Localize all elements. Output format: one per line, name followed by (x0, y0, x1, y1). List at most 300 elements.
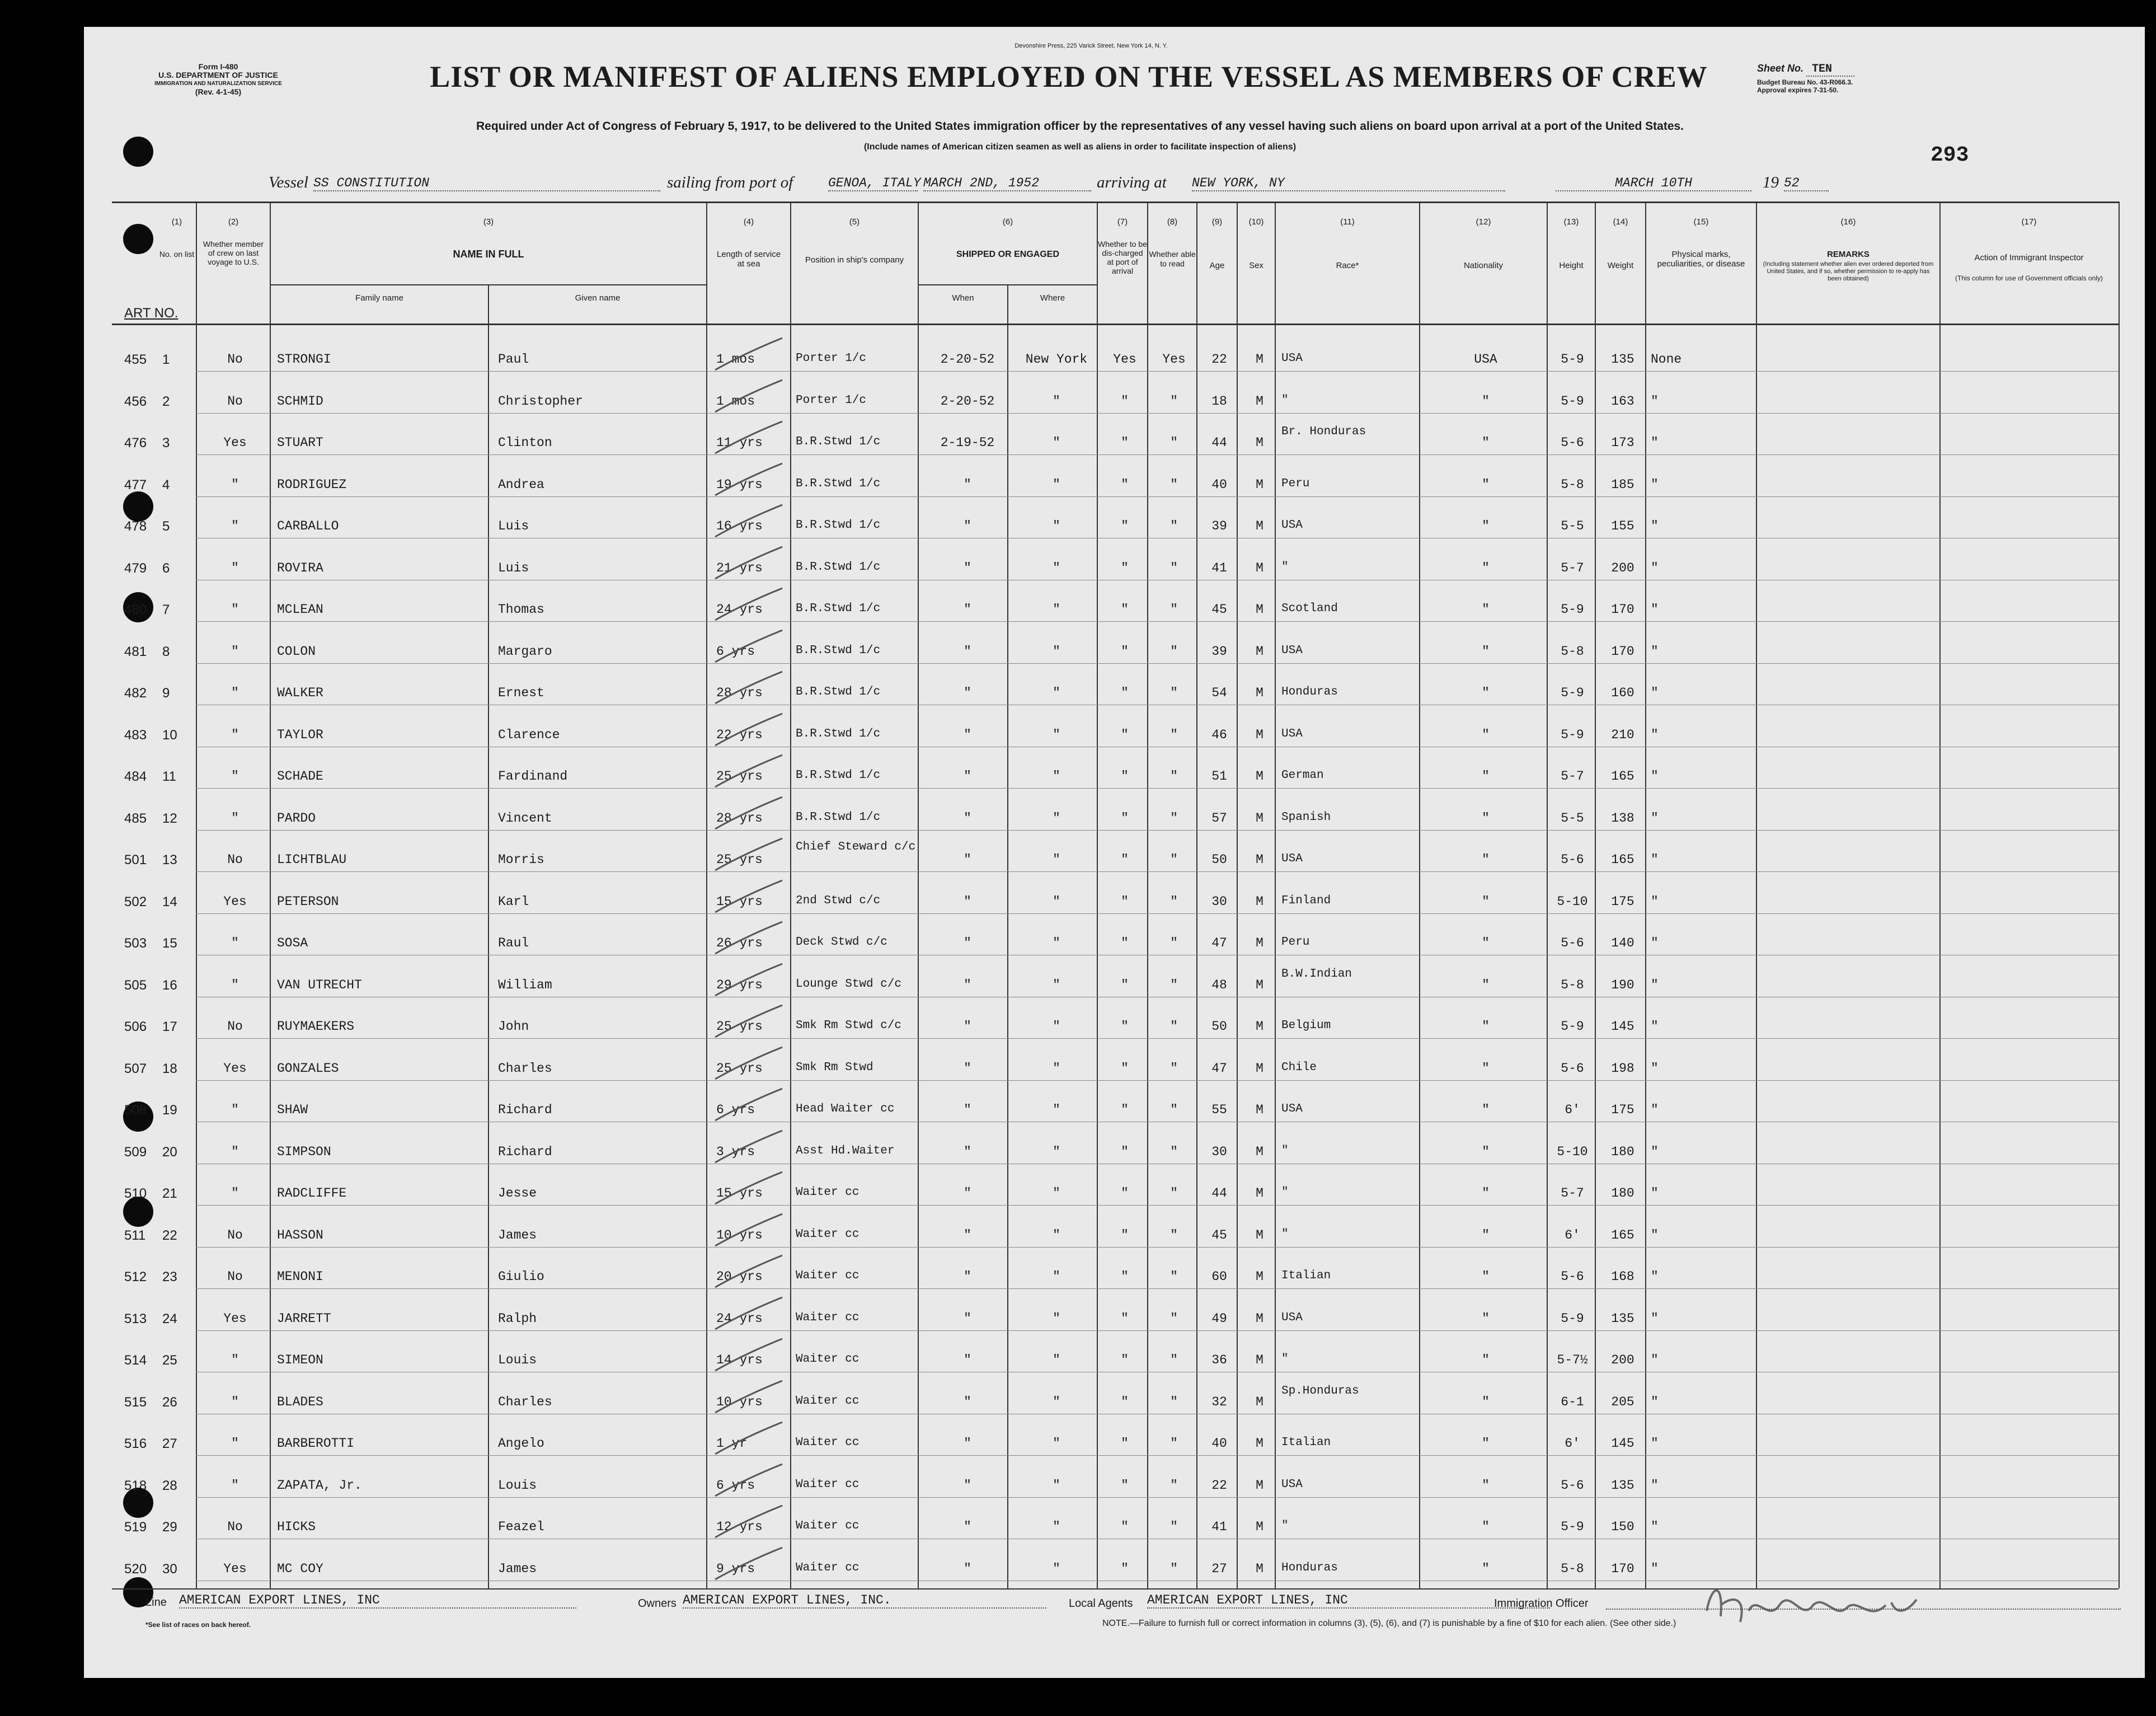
row-last-voyage: Yes (223, 1561, 247, 1576)
row-shipped-where: " (1053, 727, 1060, 742)
row-height: 5-9 (1561, 393, 1584, 409)
row-height: 5-9 (1561, 352, 1584, 367)
row-family-name: STUART (277, 435, 323, 450)
row-sex: M (1256, 435, 1263, 450)
row-able-to-read: " (1170, 1019, 1178, 1034)
row-family-name: SHAW (277, 1103, 308, 1117)
row-shipped-where: " (1053, 435, 1060, 450)
row-last-voyage: No (227, 852, 243, 867)
row-race: Italian (1281, 1436, 1331, 1449)
header-family-name: Family name (355, 293, 403, 303)
row-last-voyage: " (231, 602, 239, 617)
row-race: USA (1281, 1103, 1303, 1115)
row-shipped-where: " (1053, 1561, 1060, 1576)
row-rule (196, 871, 2119, 872)
row-height: 5-6 (1561, 852, 1584, 867)
row-shipped-when: " (964, 1103, 971, 1117)
row-height: 5-9 (1561, 1520, 1584, 1534)
row-weight: 170 (1611, 602, 1634, 617)
row-shipped-where: " (1053, 1394, 1060, 1409)
check-mark-icon (710, 1461, 788, 1501)
row-able-to-read: " (1170, 1394, 1178, 1409)
row-nationality: " (1482, 1394, 1490, 1409)
row-height: 5-9 (1561, 1311, 1584, 1326)
row-given-name: John (498, 1019, 529, 1034)
row-number: 5 (162, 519, 170, 534)
header-inspector-detail: (This column for use of Government officials only) (1955, 274, 2103, 282)
manifest-sheet (84, 27, 2145, 1678)
row-weight: 185 (1611, 477, 1634, 492)
row-service-length: 1 mos (716, 352, 755, 367)
row-number: 9 (162, 686, 170, 701)
row-number: 24 (162, 1311, 177, 1326)
owners-label: Owners (638, 1597, 677, 1610)
owners-name: AMERICAN EXPORT LINES, INC. (683, 1593, 1046, 1609)
line-label: Line (145, 1596, 167, 1609)
row-shipped-when: " (964, 1311, 971, 1326)
sailing-date: MARCH 2ND, 1952 (923, 176, 1091, 191)
row-discharged: " (1121, 686, 1129, 700)
row-shipped-when: " (964, 1520, 971, 1534)
row-family-name: CARBALLO (277, 519, 339, 533)
row-discharged: " (1121, 894, 1129, 909)
row-discharged: " (1121, 936, 1129, 950)
row-given-name: Paul (498, 352, 529, 367)
row-family-name: BLADES (277, 1394, 323, 1409)
row-age: 22 (1211, 352, 1227, 367)
row-sex: M (1256, 686, 1263, 700)
header-inspector-action: Action of Immigrant Inspector (1974, 253, 2084, 262)
col-num-6: (6) (1002, 217, 1013, 227)
row-position: B.R.Stwd 1/c (796, 810, 881, 824)
table-row (84, 1375, 2145, 1417)
row-weight: 165 (1611, 1227, 1634, 1243)
row-discharged: " (1121, 1144, 1129, 1159)
row-number: 30 (162, 1561, 177, 1577)
row-sex: M (1256, 1478, 1263, 1493)
row-race: " (1281, 1520, 1289, 1532)
row-age: 44 (1211, 435, 1227, 450)
row-rule (196, 454, 2119, 455)
header-no-on-list: No. on list (159, 250, 195, 259)
table-row (84, 374, 2145, 416)
col-num-2: (2) (228, 217, 239, 227)
header-position: Position in ship's company (805, 255, 904, 265)
row-service-length: 26 yrs (716, 936, 763, 950)
header-remarks: REMARKS (1827, 250, 1870, 259)
row-weight: 138 (1611, 810, 1634, 826)
row-sex: M (1256, 1227, 1263, 1243)
row-shipped-when: " (964, 477, 971, 492)
row-race: USA (1281, 1311, 1303, 1324)
check-mark-icon (710, 1336, 788, 1375)
row-art-no: 507 (124, 1061, 147, 1076)
agents-label: Local Agents (1069, 1597, 1133, 1610)
row-physical-marks: " (1651, 393, 1659, 409)
row-number: 16 (162, 977, 177, 993)
row-discharged: " (1121, 769, 1129, 784)
row-position: Waiter cc (796, 1394, 859, 1408)
row-sex: M (1256, 644, 1263, 659)
row-service-length: 12 yrs (716, 1520, 763, 1534)
row-art-no: 479 (124, 560, 147, 576)
row-family-name: GONZALES (277, 1061, 339, 1076)
row-shipped-when: " (964, 977, 971, 992)
voyage-line (269, 174, 2003, 196)
row-sex: M (1256, 1311, 1263, 1326)
row-able-to-read: " (1170, 1561, 1178, 1576)
row-service-length: 24 yrs (716, 1311, 763, 1326)
col-num-5: (5) (849, 217, 860, 227)
header-physical-marks: Physical marks, peculiarities, or disease (1657, 250, 1745, 269)
row-discharged: " (1121, 1061, 1129, 1076)
row-discharged: " (1121, 977, 1129, 992)
row-shipped-where: " (1053, 810, 1060, 826)
row-able-to-read: " (1170, 1478, 1178, 1493)
row-sex: M (1256, 393, 1263, 409)
row-physical-marks: " (1651, 1144, 1659, 1159)
row-art-no: 478 (124, 519, 147, 534)
header-sex: Sex (1249, 261, 1263, 270)
row-nationality: " (1482, 1186, 1490, 1201)
header-height: Height (1559, 261, 1584, 270)
header-last-voyage: Whether member of crew on last voyage to U.S. (203, 240, 264, 266)
budget-block (1757, 78, 1853, 94)
table-row (84, 749, 2145, 791)
row-able-to-read: " (1170, 727, 1178, 742)
check-mark-icon (710, 878, 788, 917)
table-row (84, 499, 2145, 541)
row-able-to-read: " (1170, 435, 1178, 450)
row-last-voyage: Yes (223, 1311, 247, 1326)
row-shipped-where: " (1053, 477, 1060, 492)
row-race: Italian (1281, 1269, 1331, 1282)
row-race: " (1281, 1186, 1289, 1199)
row-race: Spanish (1281, 810, 1331, 824)
row-family-name: SIMEON (277, 1353, 323, 1367)
col-num-17: (17) (2021, 217, 2037, 227)
row-height: 5-5 (1561, 519, 1584, 533)
grid-hline-top (112, 201, 2119, 203)
row-physical-marks: " (1651, 560, 1659, 575)
row-family-name: TAYLOR (277, 727, 323, 742)
row-height: 6' (1565, 1227, 1580, 1243)
row-sex: M (1256, 936, 1263, 950)
row-number: 20 (162, 1144, 177, 1160)
row-art-no: 502 (124, 894, 147, 909)
row-discharged: " (1121, 1186, 1129, 1201)
row-shipped-where: " (1053, 1019, 1060, 1034)
row-family-name: JARRETT (277, 1311, 331, 1326)
row-position: Lounge Stwd c/c (796, 977, 902, 991)
row-position: Chief Steward c/c (796, 841, 916, 854)
row-nationality: " (1482, 393, 1490, 409)
check-mark-icon (710, 1044, 788, 1084)
row-age: 57 (1211, 810, 1227, 826)
row-height: 5-7 (1561, 560, 1584, 575)
row-service-length: 3 yrs (716, 1144, 755, 1159)
row-art-no: 501 (124, 852, 147, 868)
row-given-name: Karl (498, 894, 529, 909)
row-able-to-read: " (1170, 644, 1178, 659)
row-sex: M (1256, 560, 1263, 575)
check-mark-icon (710, 585, 788, 625)
row-able-to-read: " (1170, 1436, 1178, 1451)
row-last-voyage: " (231, 727, 239, 742)
row-given-name: Ernest (498, 686, 544, 700)
row-sex: M (1256, 1186, 1263, 1201)
row-able-to-read: Yes (1162, 352, 1186, 367)
row-given-name: Richard (498, 1103, 552, 1117)
row-age: 27 (1211, 1561, 1227, 1576)
row-discharged: " (1121, 435, 1129, 450)
row-height: 5-10 (1557, 1144, 1588, 1159)
row-physical-marks: " (1651, 1561, 1659, 1576)
row-given-name: Angelo (498, 1436, 544, 1451)
row-physical-marks: " (1651, 1103, 1659, 1117)
row-height: 5-9 (1561, 602, 1584, 617)
row-race: Peru (1281, 477, 1310, 490)
row-given-name: Louis (498, 1478, 537, 1493)
row-discharged: " (1121, 560, 1129, 575)
table-row (84, 541, 2145, 583)
row-service-length: 25 yrs (716, 1019, 763, 1034)
check-mark-icon (710, 669, 788, 708)
form-revision: (Rev. 4-1-45) (195, 87, 242, 96)
row-age: 40 (1211, 477, 1227, 492)
row-race: " (1281, 560, 1289, 574)
row-race: Scotland (1281, 602, 1338, 615)
row-age: 55 (1211, 1103, 1227, 1117)
row-family-name: PETERSON (277, 894, 339, 909)
row-given-name: Vincent (498, 810, 552, 826)
row-race: " (1281, 1144, 1289, 1157)
row-race: USA (1281, 1478, 1303, 1491)
row-last-voyage: No (227, 1520, 243, 1534)
check-mark-icon (710, 335, 788, 374)
row-physical-marks: " (1651, 477, 1659, 492)
row-weight: 175 (1611, 1103, 1634, 1117)
check-mark-icon (710, 961, 788, 1000)
row-art-no: 484 (124, 769, 147, 784)
row-physical-marks: " (1651, 894, 1659, 909)
row-able-to-read: " (1170, 1144, 1178, 1159)
row-shipped-when: 2-20-52 (940, 352, 995, 367)
row-weight: 168 (1611, 1269, 1634, 1284)
row-art-no: 480 (124, 602, 147, 617)
row-physical-marks: None (1651, 352, 1682, 367)
vessel-name: SS CONSTITUTION (313, 176, 660, 191)
row-nationality: " (1482, 1019, 1490, 1034)
row-service-length: 6 yrs (716, 1103, 755, 1117)
row-given-name: Luis (498, 519, 529, 533)
row-number: 25 (162, 1353, 177, 1368)
row-able-to-read: " (1170, 602, 1178, 617)
row-shipped-when: " (964, 852, 971, 867)
row-race: " (1281, 1353, 1289, 1366)
row-given-name: Luis (498, 560, 529, 575)
row-number: 18 (162, 1061, 177, 1076)
row-nationality: " (1482, 852, 1490, 867)
row-discharged: " (1121, 1478, 1129, 1493)
grid-hline-header (112, 323, 2119, 325)
row-nationality: " (1482, 977, 1490, 992)
row-given-name: Fardinand (498, 769, 568, 784)
row-given-name: James (498, 1561, 537, 1576)
row-art-no: 520 (124, 1561, 147, 1577)
row-race: Honduras (1281, 686, 1338, 698)
row-shipped-where: " (1053, 1353, 1060, 1367)
check-mark-icon (710, 836, 788, 875)
row-art-no: 519 (124, 1520, 147, 1535)
agents-name: AMERICAN EXPORT LINES, INC (1147, 1593, 1550, 1609)
row-physical-marks: " (1651, 644, 1659, 659)
row-nationality: " (1482, 686, 1490, 700)
row-family-name: HASSON (277, 1227, 323, 1243)
row-race: " (1281, 393, 1289, 407)
row-given-name: Raul (498, 936, 529, 950)
check-mark-icon (710, 544, 788, 583)
row-family-name: STRONGI (277, 352, 331, 367)
col-num-16: (16) (1840, 217, 1856, 227)
check-mark-icon (710, 1169, 788, 1208)
row-shipped-where: " (1053, 519, 1060, 533)
row-given-name: Charles (498, 1394, 552, 1409)
row-number: 7 (162, 602, 170, 617)
row-position: Waiter cc (796, 1311, 859, 1324)
row-shipped-where: " (1053, 686, 1060, 700)
form-identifier (145, 63, 291, 96)
row-weight: 198 (1611, 1061, 1634, 1076)
row-position: Smk Rm Stwd c/c (796, 1019, 902, 1032)
row-height: 5-9 (1561, 686, 1584, 700)
row-sex: M (1256, 1269, 1263, 1284)
row-art-no: 518 (124, 1478, 147, 1493)
row-family-name: BARBEROTTI (277, 1436, 355, 1451)
row-shipped-when: " (964, 1144, 971, 1159)
row-height: 5-6 (1561, 1061, 1584, 1076)
col-num-13: (13) (1563, 217, 1579, 227)
row-physical-marks: " (1651, 769, 1659, 784)
row-last-voyage: No (227, 1269, 243, 1284)
row-position: Smk Rm Stwd (796, 1061, 873, 1074)
line-name: AMERICAN EXPORT LINES, INC (179, 1593, 576, 1609)
row-weight: 175 (1611, 894, 1634, 909)
row-nationality: " (1482, 1561, 1490, 1576)
row-weight: 170 (1611, 1561, 1634, 1576)
row-service-length: 25 yrs (716, 852, 763, 867)
row-height: 5-10 (1557, 894, 1588, 909)
row-sex: M (1256, 852, 1263, 867)
row-given-name: Christopher (498, 393, 583, 409)
check-mark-icon (710, 1128, 788, 1167)
row-number: 6 (162, 560, 170, 576)
row-nationality: " (1482, 1227, 1490, 1243)
row-shipped-when: " (964, 1269, 971, 1284)
sailing-label: sailing from port of (667, 174, 793, 191)
row-age: 30 (1211, 894, 1227, 909)
row-service-length: 10 yrs (716, 1227, 763, 1243)
row-discharged: " (1121, 1520, 1129, 1534)
row-sex: M (1256, 977, 1263, 992)
row-sex: M (1256, 1520, 1263, 1534)
header-length-of-service: Length of service at sea (716, 250, 781, 269)
row-discharged: " (1121, 602, 1129, 617)
vessel-label: Vessel (269, 174, 308, 191)
row-service-length: 11 yrs (716, 435, 763, 450)
row-weight: 135 (1611, 1311, 1634, 1326)
row-position: Waiter cc (796, 1520, 859, 1532)
row-physical-marks: " (1651, 1353, 1659, 1367)
row-nationality: USA (1474, 352, 1497, 367)
row-physical-marks: " (1651, 1061, 1659, 1076)
row-age: 48 (1211, 977, 1227, 992)
table-row (84, 1291, 2145, 1333)
check-mark-icon (710, 502, 788, 541)
row-weight: 135 (1611, 1478, 1634, 1493)
row-sex: M (1256, 1353, 1263, 1367)
row-discharged: " (1121, 1019, 1129, 1034)
row-able-to-read: " (1170, 769, 1178, 784)
sheet-number: TEN (1806, 63, 1854, 77)
row-shipped-where: " (1053, 1436, 1060, 1451)
row-service-length: 20 yrs (716, 1269, 763, 1284)
row-position: Waiter cc (796, 1561, 859, 1574)
row-shipped-when: " (964, 1353, 971, 1367)
row-service-length: 24 yrs (716, 602, 763, 617)
row-rule (196, 1247, 2119, 1248)
row-able-to-read: " (1170, 560, 1178, 575)
row-art-no: 456 (124, 393, 147, 409)
approval-expiry: Approval expires 7-31-50. (1757, 86, 1839, 94)
row-number: 14 (162, 894, 177, 909)
row-nationality: " (1482, 1061, 1490, 1076)
row-race: Peru (1281, 936, 1310, 949)
row-height: 5-6 (1561, 936, 1584, 950)
row-shipped-where: " (1053, 977, 1060, 992)
row-last-voyage: No (227, 1019, 243, 1034)
officer-label: Immigration Officer (1494, 1597, 1589, 1610)
row-nationality: " (1482, 1269, 1490, 1284)
row-weight: 165 (1611, 769, 1634, 784)
row-able-to-read: " (1170, 1311, 1178, 1326)
row-age: 44 (1211, 1186, 1227, 1201)
row-age: 18 (1211, 393, 1227, 409)
row-able-to-read: " (1170, 936, 1178, 950)
row-age: 39 (1211, 644, 1227, 659)
header-name-in-full: NAME IN FULL (453, 249, 524, 260)
form-subtitle: Required under Act of Congress of February 5, 1917, to be delivered to the United States immigration officer by the representatives of any vessel having such aliens on board upon arrival at a port of the United States. (476, 120, 1684, 133)
row-nationality: " (1482, 936, 1490, 950)
row-race: Sp.Honduras (1281, 1384, 1359, 1398)
row-rule (196, 413, 2119, 414)
row-position: Waiter cc (796, 1186, 859, 1199)
row-shipped-when: " (964, 560, 971, 575)
row-shipped-when: " (964, 1019, 971, 1034)
row-last-voyage: " (231, 936, 239, 950)
row-shipped-where: " (1053, 1061, 1060, 1076)
row-number: 19 (162, 1103, 177, 1118)
row-weight: 145 (1611, 1019, 1634, 1034)
row-age: 54 (1211, 686, 1227, 700)
table-row (84, 1082, 2145, 1124)
row-art-no: 505 (124, 977, 147, 993)
row-sex: M (1256, 810, 1263, 826)
row-rule (196, 1497, 2119, 1498)
row-weight: 180 (1611, 1186, 1634, 1201)
row-race: Br. Honduras (1281, 425, 1366, 438)
row-nationality: " (1482, 894, 1490, 909)
